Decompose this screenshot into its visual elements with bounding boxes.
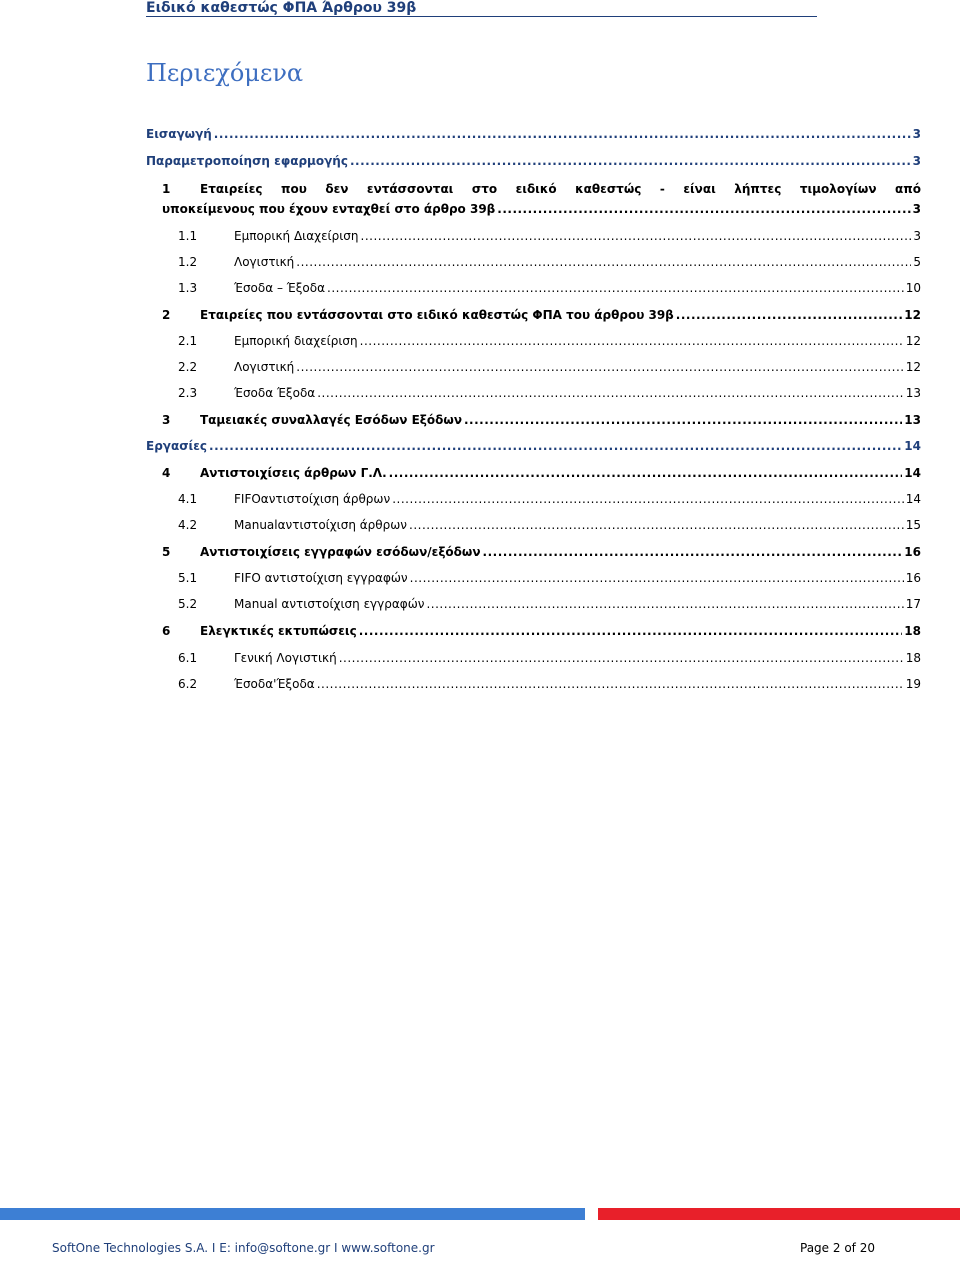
toc-entry-text: Λογιστική [234, 255, 295, 269]
toc-entry-page: 12 [905, 334, 921, 348]
toc-entry-number: 1.3 [178, 281, 198, 295]
toc-entry-number: 2.1 [178, 334, 198, 348]
toc-leader-dots [360, 332, 904, 350]
toc-entry-section-4[interactable] [146, 464, 921, 482]
toc-entry-number: 6.2 [178, 677, 198, 691]
toc-leader-dots [214, 125, 911, 143]
toc-entry-text: Παραμετροποίηση εφαρμογής [146, 154, 348, 168]
toc-entry-section-3[interactable] [146, 411, 921, 429]
footer-company-info: SoftOne Technologies S.A. I E: info@softone.gr I www.softone.gr [52, 1241, 435, 1255]
toc-entry-5-1[interactable] [146, 569, 921, 587]
toc-entry-text: Εργασίες [146, 439, 208, 453]
toc-entry-page: 19 [905, 677, 921, 691]
toc-entry-number: 5.2 [178, 597, 198, 611]
toc-entry-text: Ταμειακές συναλλαγές Εσόδων Εξόδων [200, 413, 462, 427]
toc-entry-1-1[interactable] [146, 227, 921, 245]
toc-leader-dots [350, 152, 911, 170]
toc-leader-dots [339, 649, 904, 667]
toc-entry-6-1[interactable] [146, 649, 921, 667]
toc-entry-number: 6 [162, 624, 171, 638]
toc-leader-dots [296, 358, 903, 376]
running-header-title: Ειδικό καθεστώς ΦΠΑ Άρθρου 39β [146, 0, 417, 16]
toc-entry-text: Εισαγωγή [146, 127, 212, 141]
toc-entry-section-1-text: Εταιρείες που δεν εντάσσονται στο ειδικό καθεστώς - είναι λήπτες τιμολογίων από [200, 182, 921, 196]
header-divider [146, 16, 817, 17]
toc-entry-5-2[interactable] [146, 595, 921, 613]
toc-entry-number: 6.1 [178, 651, 198, 665]
toc-leader-dots [464, 411, 902, 429]
toc-entry-page: 17 [905, 597, 921, 611]
toc-entry-page: 13 [904, 413, 921, 427]
toc-leader-dots [676, 306, 903, 324]
toc-entry-number: 1 [162, 182, 171, 196]
toc-entry-text: Αντιστοιχίσεις άρθρων Γ.Λ. [200, 466, 387, 480]
toc-entry-page: 12 [904, 308, 921, 322]
toc-leader-dots [296, 253, 911, 271]
toc-entry-page: 5 [913, 255, 921, 269]
toc-entry-text: Έσοδα Έξοδα [234, 386, 316, 400]
toc-entry-text: Manualαντιστοίχιση άρθρων [234, 518, 407, 532]
toc-entry-page: 14 [905, 492, 921, 506]
footer-bar-blue [0, 1208, 585, 1220]
toc-entry-page: 3 [912, 127, 921, 141]
toc-entry-section-2[interactable] [146, 306, 921, 324]
toc-entry-text: Εμπορική διαχείριση [234, 334, 358, 348]
toc-entry-number: 5 [162, 545, 171, 559]
toc-leader-dots [209, 437, 902, 455]
toc-entry-number: 4.2 [178, 518, 198, 532]
toc-leader-dots [410, 569, 904, 587]
toc-entry-page: 10 [905, 281, 921, 295]
toc-leader-dots [359, 622, 903, 640]
toc-entry-page: 3 [912, 154, 921, 168]
toc-entry-page: 18 [905, 651, 921, 665]
toc-entry-text: Έσοδα'Έξοδα [234, 677, 315, 691]
toc-entry-2-2[interactable] [146, 358, 921, 376]
toc-entry-page: 16 [905, 571, 921, 585]
toc-entry-page: 3 [913, 229, 921, 243]
toc-entry-number: 4 [162, 466, 171, 480]
toc-entry-number: 2.3 [178, 386, 198, 400]
toc-entry-tasks[interactable] [146, 437, 921, 455]
toc-entry-text: Αντιστοιχίσεις εγγραφών εσόδων/εξόδων [200, 545, 481, 559]
toc-entry-page: 14 [904, 466, 921, 480]
toc-entry-number: 5.1 [178, 571, 198, 585]
toc-entry-1-3[interactable] [146, 279, 921, 297]
toc-entry-text: Έσοδα – Έξοδα [234, 281, 326, 295]
toc-entry-number: 4.1 [178, 492, 198, 506]
toc-entry-number: 2.2 [178, 360, 198, 374]
toc-entry-4-2[interactable] [146, 516, 921, 534]
toc-leader-dots [317, 384, 904, 402]
toc-entry-6-2[interactable] [146, 675, 921, 693]
toc-entry-number: 3 [162, 413, 171, 427]
toc-entry-text: Manual αντιστοίχιση εγγραφών [234, 597, 425, 611]
footer-page-number: Page 2 of 20 [800, 1241, 875, 1255]
toc-heading: Περιεχόμενα [146, 59, 304, 87]
toc-leader-dots [392, 490, 904, 508]
toc-entry-section-6[interactable] [146, 622, 921, 640]
toc-entry-2-1[interactable] [146, 332, 921, 350]
toc-entry-1-2[interactable] [146, 253, 921, 271]
toc-entry-number: 1.1 [178, 229, 198, 243]
toc-entry-text: Εταιρείες που εντάσσονται στο ειδικό καθεστώς ΦΠΑ του άρθρου 39β [200, 308, 674, 322]
toc-entry-page: 16 [904, 545, 921, 559]
toc-entry-page: 14 [904, 439, 921, 453]
toc-entry-2-3[interactable] [146, 384, 921, 402]
toc-entry-text: FIFO αντιστοίχιση εγγραφών [234, 571, 408, 585]
toc-entry-page: 15 [905, 518, 921, 532]
toc-entry-text: Γενική Λογιστική [234, 651, 337, 665]
toc-entry-text: υποκείμενους που έχουν ενταχθεί στο άρθρο 39β [162, 202, 496, 216]
toc-leader-dots [426, 595, 903, 613]
toc-leader-dots [327, 279, 904, 297]
toc-leader-dots [361, 227, 912, 245]
toc-leader-dots [483, 543, 903, 561]
toc-entry-text: FIFOαντιστοίχιση άρθρων [234, 492, 391, 506]
toc-entry-page: 13 [905, 386, 921, 400]
toc-entry-introduction[interactable] [146, 125, 921, 143]
toc-entry-parameterization[interactable] [146, 152, 921, 170]
toc-leader-dots [497, 200, 910, 218]
toc-entry-text: Εμπορική Διαχείριση [234, 229, 359, 243]
toc-entry-text: Ελεγκτικές εκτυπώσεις [200, 624, 357, 638]
toc-entry-text: Λογιστική [234, 360, 295, 374]
toc-entry-page: 3 [912, 202, 921, 216]
toc-entry-number: 2 [162, 308, 171, 322]
toc-entry-section-5[interactable] [146, 543, 921, 561]
toc-leader-dots [317, 675, 904, 693]
footer-bar-red [598, 1208, 960, 1220]
toc-leader-dots [409, 516, 904, 534]
toc-entry-number: 1.2 [178, 255, 198, 269]
toc-entry-page: 18 [904, 624, 921, 638]
toc-leader-dots [389, 464, 903, 482]
toc-entry-4-1[interactable] [146, 490, 921, 508]
toc-entry-section-1-line2[interactable] [162, 200, 921, 218]
toc-entry-page: 12 [905, 360, 921, 374]
